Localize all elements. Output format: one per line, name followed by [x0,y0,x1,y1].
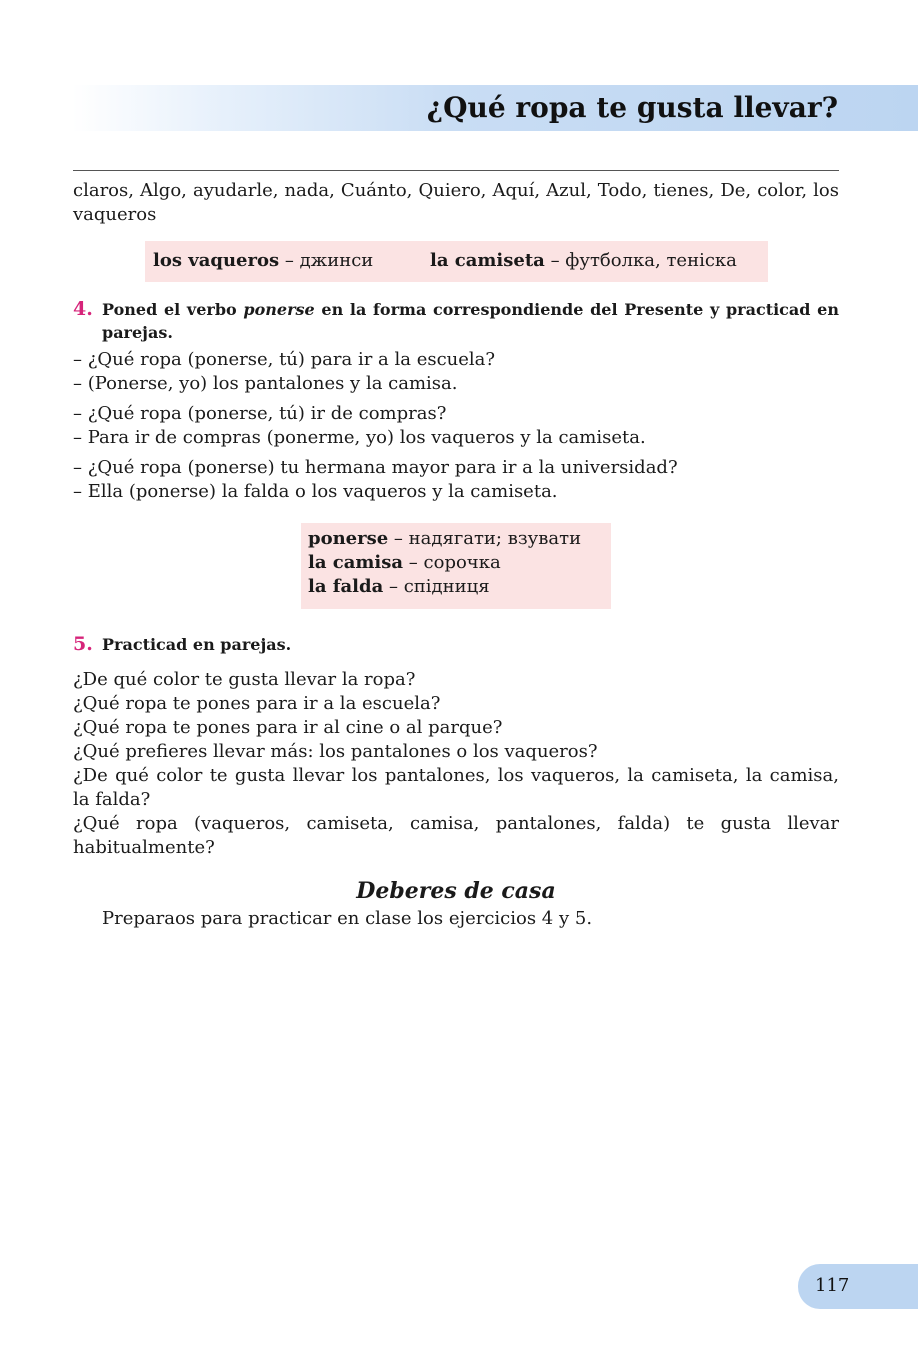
vocab-translation: – надягати; взувати [388,528,582,549]
vocab-translation: – спідниця [383,576,490,597]
vocab-term: la camisa [308,552,404,573]
vocab-term: la falda [308,576,384,597]
vocab-translation: – сорочка [403,552,501,573]
exercise-instruction: Practicad en parejas. [102,635,292,654]
exercise-4-dialog [73,348,843,504]
vocab-box-verbs [301,523,611,609]
word-list: claros, Algo, ayudarle, nada, Cuánto, Quiero, Aquí, Azul, Todo, tienes, De, color, los vaqueros [73,180,839,225]
exercise-number: 5. [73,633,93,655]
vocab-entry [430,249,737,273]
homework-text: Preparaos para practicar en clase los ejercicios 4 y 5. [102,908,593,929]
dialog-line: – ¿Qué ropa (ponerse, tú) ir de compras? [73,403,447,424]
vocab-translation: – джинси [279,250,374,271]
question-line: ¿De qué color te gusta llevar la ropa? [73,669,416,690]
instruction-text: Poned el verbo [102,300,244,319]
vocab-translation: – футболка, теніска [544,250,737,271]
exercise-instruction [102,298,839,344]
vocab-box-clothes [145,241,768,282]
question-line: ¿Qué ropa (vaqueros, camiseta, camisa, pantalones, falda) te gusta llevar habitualmente? [73,813,839,858]
dialog-line: – Para ir de compras (ponerme, yo) los vaqueros y la camiseta. [73,427,646,448]
dialog-line: – ¿Qué ropa (ponerse) tu hermana mayor para ir a la universidad? [73,457,678,478]
exercise-5-questions [73,668,843,860]
question-line: ¿Qué ropa te pones para ir al cine o al parque? [73,717,503,738]
page-number: 117 [815,1275,850,1296]
vocab-entry [301,575,611,599]
exercise-number: 4. [73,298,93,320]
dialog-line: – Ella (ponerse) la falda o los vaqueros y la camiseta. [73,481,558,502]
dialog-line: – (Ponerse, yo) los pantalones y la camisa. [73,373,458,394]
instruction-verb: ponerse [243,300,315,319]
homework-title: Deberes de casa [356,878,556,904]
vocab-entry [301,527,611,551]
dialog-line: – ¿Qué ropa (ponerse, tú) para ir a la escuela? [73,349,496,370]
vocab-term: la camiseta [430,250,545,271]
question-line: ¿Qué prefieres llevar más: los pantalones o los vaqueros? [73,741,598,762]
vocab-term: los vaqueros [153,250,280,271]
vocab-entry [153,249,373,273]
instruction-text: en la forma correspondiende del Presente y practicad en parejas. [102,300,839,342]
divider-rule [73,170,839,171]
vocab-entry [301,551,611,575]
page-title: ¿Qué ropa te gusta llevar? [426,91,838,124]
vocab-term: ponerse [308,528,389,549]
question-line: ¿De qué color te gusta llevar los pantalones, los vaqueros, la camiseta, la camisa, la falda? [73,765,839,810]
question-line: ¿Qué ropa te pones para ir a la escuela? [73,693,441,714]
